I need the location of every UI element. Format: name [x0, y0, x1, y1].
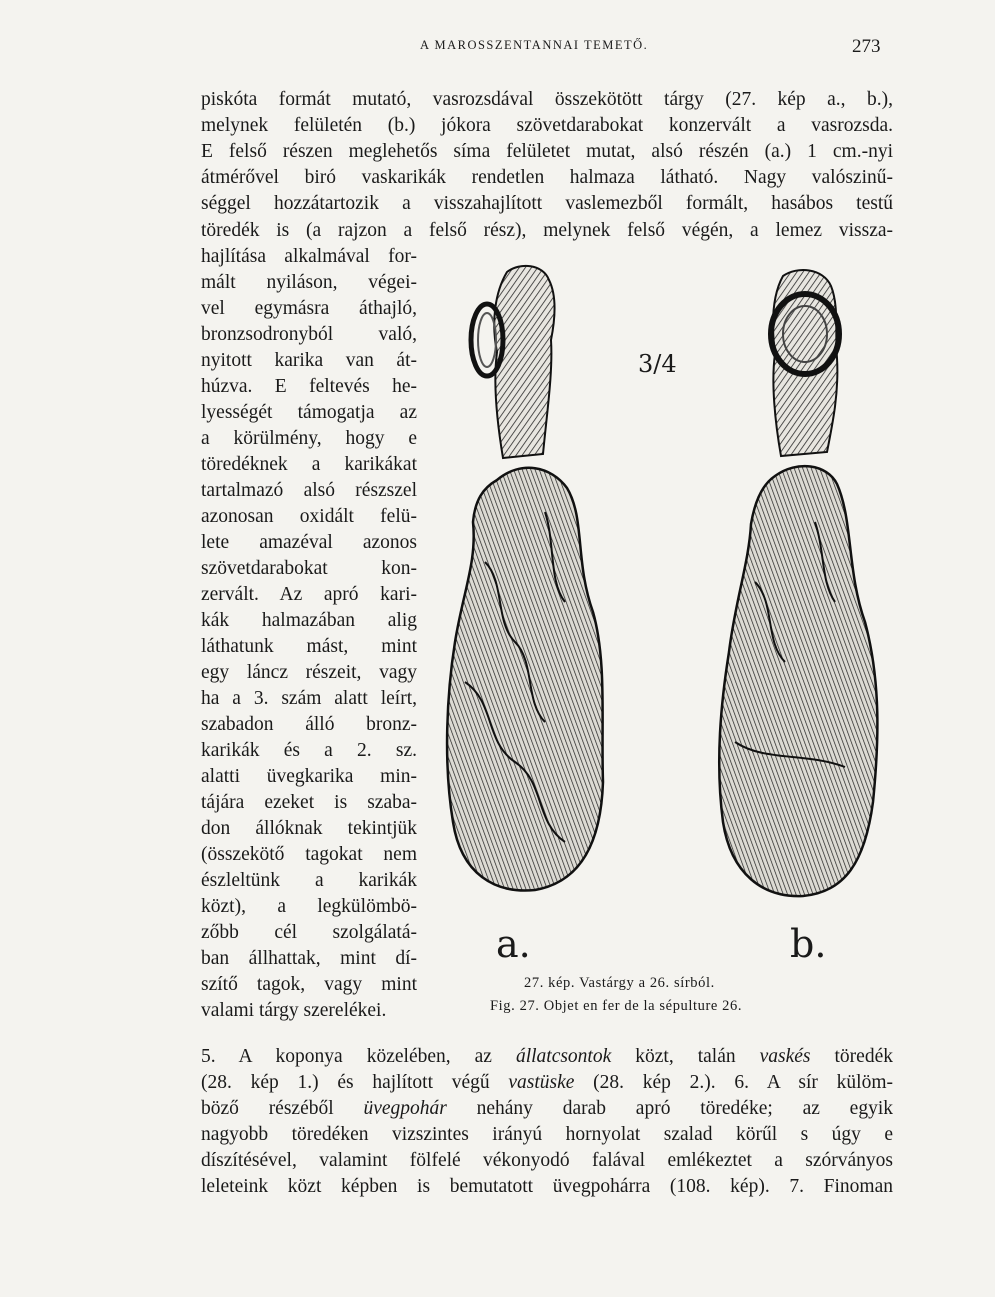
text-line: böző részéből üvegpohár nehány darab apró töredéke; az egyik [201, 1098, 893, 1119]
text-line: séggel hozzátartozik a visszahajlított vaslemezből formált, hasábos testű [201, 193, 893, 214]
text-line: díszítésével, valamint fölfelé vékonyodó falával emlékeztet a szórványos [201, 1150, 893, 1171]
column-line: zőbb cél szolgálatá- [201, 922, 417, 943]
column-line: lete amazéval azonos [201, 532, 417, 553]
figure-caption-french: Fig. 27. Objet en fer de la sépulture 26. [490, 998, 743, 1014]
column-line: valami tárgy szerelékei. [201, 1000, 387, 1021]
column-line: mált nyiláson, végei- [201, 272, 417, 293]
column-line: a körülmény, hogy e [201, 428, 417, 449]
running-header: A MAROSSZENTANNAI TEMETŐ. [420, 38, 649, 52]
text-line: 5. A koponya közelében, az állatcsontok közt, talán vaskés töredék [201, 1046, 893, 1067]
column-line: tájára ezeket is szaba- [201, 792, 417, 813]
text-line: E felső részen meglehetős síma felületet mutat, alsó részén (a.) 1 cm.-nyi [201, 141, 893, 162]
column-line: ban állhattak, mint dí- [201, 948, 417, 969]
column-line: vel egymásra áthajló, [201, 298, 417, 319]
column-line: tartalmazó alsó részszel [201, 480, 417, 501]
column-line: töredéknek a karikákat [201, 454, 417, 475]
column-line: közt), a legkülömbö- [201, 896, 417, 917]
column-line: karikák és a 2. sz. [201, 740, 417, 761]
text-line: nagyobb töredéken vizszintes irányú hornyolat szalad körűl s úgy e [201, 1124, 893, 1145]
object-a-top-fragment [471, 266, 555, 458]
column-line: szítő tagok, vagy mint [201, 974, 417, 995]
column-line: bronzsodronyból való, [201, 324, 417, 345]
column-line: don állóknak tekintjük [201, 818, 417, 839]
text-line: leleteink közt képben is bemutatott üvegpohárra (108. kép). 7. Finoman [201, 1176, 893, 1197]
column-line: észleltünk a karikák [201, 870, 417, 891]
figure-label-b: b. [790, 922, 827, 966]
column-line: láthatunk mást, mint [201, 636, 417, 657]
scale-label: 3/4 [638, 350, 677, 378]
column-line: egy láncz részeit, vagy [201, 662, 417, 683]
column-line: kák halmazában alig [201, 610, 417, 631]
object-b-main-body [719, 466, 877, 896]
text-line: átmérővel biró vaskarikák rendetlen halmaza látható. Nagy valószinű- [201, 167, 893, 188]
column-line: hajlítása alkalmával for- [201, 246, 417, 267]
text-line: piskóta formát mutató, vasrozsdával összekötött tárgy (27. kép a., b.), [201, 89, 893, 110]
object-b-top-fragment [771, 270, 839, 456]
object-a-main-body [447, 468, 603, 891]
column-line: szabadon álló bronz- [201, 714, 417, 735]
text-line: (28. kép 1.) és hajlított végű vastüske (28. kép 2.). 6. A sír külöm- [201, 1072, 893, 1093]
column-line: lyességét támogatja az [201, 402, 417, 423]
column-line: (összekötő tagokat nem [201, 844, 417, 865]
column-line: azonosan oxidált felü- [201, 506, 417, 527]
column-line: zervált. Az apró kari- [201, 584, 417, 605]
column-line: húzva. E feltevés he- [201, 376, 417, 397]
column-line: szövetdarabokat kon- [201, 558, 417, 579]
figure-caption-hungarian: 27. kép. Vastárgy a 26. sírból. [524, 975, 715, 991]
column-line: nyitott karika van át- [201, 350, 417, 371]
column-line: ha a 3. szám alatt leírt, [201, 688, 417, 709]
figure-label-a: a. [496, 922, 531, 966]
page-number: 273 [852, 36, 881, 57]
text-line: töredék is (a rajzon a felső rész), melynek felső végén, a lemez vissza- [201, 220, 893, 241]
column-line: alatti üvegkarika min- [201, 766, 417, 787]
text-line: melynek felületén (b.) jókora szövetdarabokat konzervált a vasrozsda. [201, 115, 893, 136]
